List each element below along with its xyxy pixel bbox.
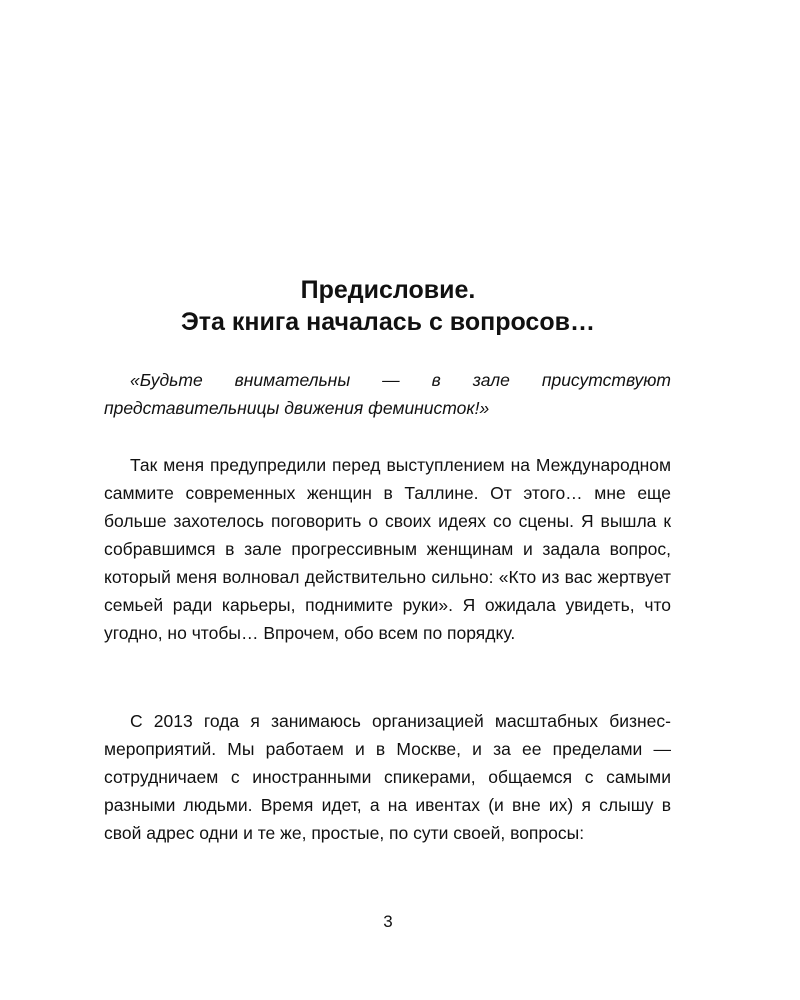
heading-line-1: Предисловие. [300,276,476,304]
epigraph: «Будьте внимательны — в зале присутствуют представительницы движения феминисток!» [104,370,671,418]
page-number: 3 [383,912,393,931]
paragraph-2: С 2013 года я занимаюсь организацией масштабных бизнес-мероприятий. Мы работаем и в Москве, и за ее пределами — сотрудничаем с иностранными спикерами, общаемся с самыми разными людьми. Время идет, а на ивентах (и вне их) я слышу в свой адрес одни и те же, простые, по сути своей, вопросы: [104,711,671,843]
chapter-heading [100,274,676,338]
paragraph-1: Так меня предупредили перед выступлением на Международном саммите современных женщин в Таллине. От этого… мне еще больше захотелось поговорить о своих идеях со сцены. Я вышла к собравшимся в зале прогрессивным женщинам и задала вопрос, который меня волновал действительно сильно: «Кто из вас жертвует семьей ради карьеры, поднимите руки». Я ожидала увидеть, что угодно, но чтобы… Впрочем, обо всем по порядку. [104,455,671,643]
heading-line-2: Эта книга началась с вопросов… [181,308,595,336]
